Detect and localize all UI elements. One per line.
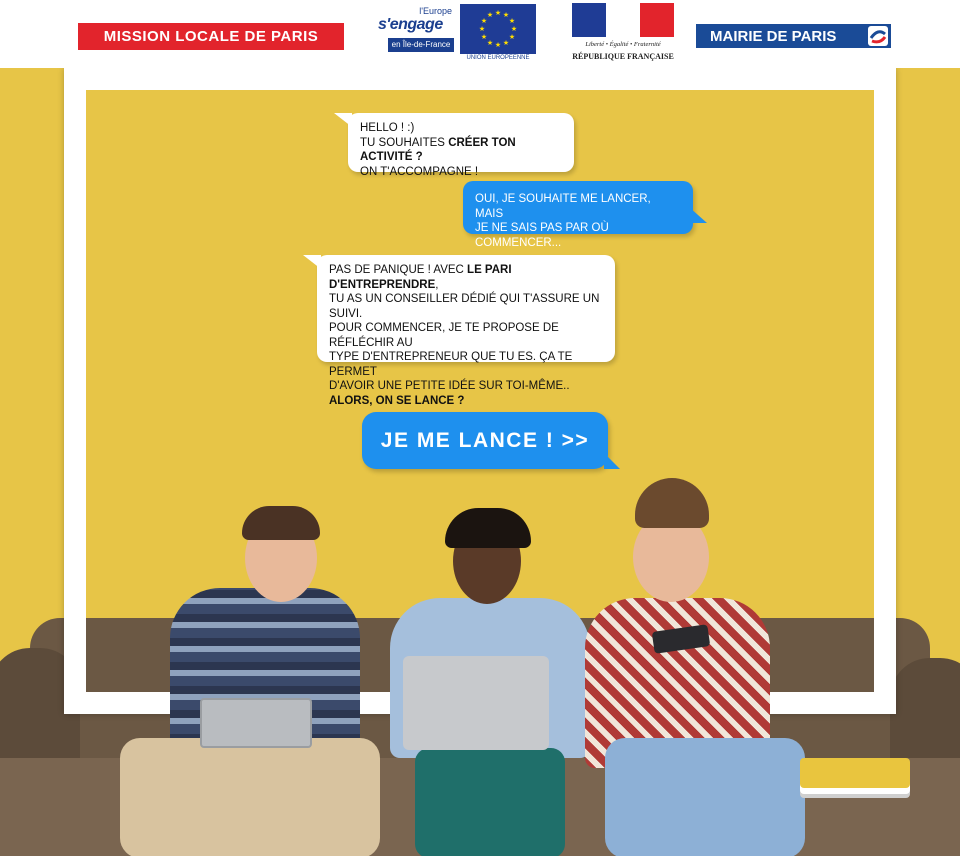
europe-idf-logo[interactable] <box>378 4 538 64</box>
bot1-line1: HELLO ! :) <box>360 122 415 134</box>
books-stack <box>800 758 910 788</box>
tablet-icon <box>200 698 312 748</box>
svg-text:★: ★ <box>508 17 516 25</box>
person-man-tablet <box>150 488 380 856</box>
svg-text:★: ★ <box>478 25 486 33</box>
republique-francaise-logo[interactable] <box>572 3 674 63</box>
user-line2: JE NE SAIS PAS PAR OÙ COMMENCER... <box>475 222 609 249</box>
chat-bubble-bot-1 <box>348 113 574 178</box>
hero-stage <box>0 68 960 856</box>
paris-mark-icon <box>868 26 888 46</box>
bot1-line2: TU SOUHAITES CRÉER TON ACTIVITÉ ? <box>360 136 516 163</box>
eu-flag-icon <box>460 4 536 54</box>
svg-text:★: ★ <box>480 17 488 25</box>
mission-locale-label: MISSION LOCALE DE PARIS <box>103 28 319 45</box>
svg-text:★: ★ <box>508 33 516 41</box>
bot2-line2: TU AS UN CONSEILLER DÉDIÉ QUI T'ASSURE UN SUIVI. <box>329 293 600 320</box>
svg-text:★: ★ <box>494 9 502 17</box>
eu-stars-icon <box>460 4 536 54</box>
person-woman-laptop <box>385 508 595 856</box>
header-logos <box>0 0 960 68</box>
mairie-label: MAIRIE DE PARIS <box>710 27 837 45</box>
chat-bubble-user <box>463 181 693 249</box>
bot2-line5: D'AVOIR UNE PETITE IDÉE SUR TOI-MÊME.. <box>329 380 570 392</box>
user-line1: OUI, JE SOUHAITE ME LANCER, MAIS <box>475 193 651 220</box>
laptop-icon <box>403 656 549 750</box>
bot2-highlight: LE PARI D'ENTREPRENDRE <box>329 264 512 291</box>
chat-bubble-bot-2 <box>317 255 615 407</box>
rf-motto: Liberté • Égalité • Fraternité <box>585 41 661 48</box>
europe-line3: en Île-de-France <box>388 38 454 52</box>
cta-label: JE ME LANCE ! >> <box>380 428 590 452</box>
mairie-de-paris-logo[interactable] <box>696 24 891 48</box>
bot2-line1: PAS DE PANIQUE ! AVEC LE PARI D'ENTREPRENDRE, <box>329 264 512 291</box>
svg-text:★: ★ <box>486 39 494 47</box>
mission-locale-logo[interactable] <box>78 23 344 50</box>
bot1-line3: ON T'ACCOMPAGNE ! <box>360 165 479 178</box>
je-me-lance-button[interactable] <box>362 412 608 469</box>
bot2-line6: ALORS, ON SE LANCE ? <box>329 394 465 407</box>
svg-text:★: ★ <box>502 39 510 47</box>
bot2-line4: TYPE D'ENTREPRENEUR QUE TU ES. ÇA TE PERMET <box>329 351 573 378</box>
eu-caption: UNION EUROPEENNE <box>466 55 530 61</box>
europe-line1: l'Europe <box>419 6 452 16</box>
marianne-flag-icon <box>572 3 674 37</box>
rf-name: RÉPUBLIQUE FRANÇAISE <box>572 52 674 61</box>
bot2-line3: POUR COMMENCER, JE TE PROPOSE DE RÉFLÉCHIR AU <box>329 322 559 349</box>
europe-line2: s'engage <box>378 16 443 33</box>
bot1-highlight: CRÉER TON ACTIVITÉ ? <box>360 136 516 163</box>
svg-text:★: ★ <box>480 33 488 41</box>
svg-text:★: ★ <box>486 11 494 19</box>
svg-text:★: ★ <box>510 25 518 33</box>
svg-text:★: ★ <box>502 11 510 19</box>
europe-engage-mark <box>378 6 458 56</box>
svg-text:★: ★ <box>494 41 502 49</box>
person-woman-phone <box>585 488 815 856</box>
